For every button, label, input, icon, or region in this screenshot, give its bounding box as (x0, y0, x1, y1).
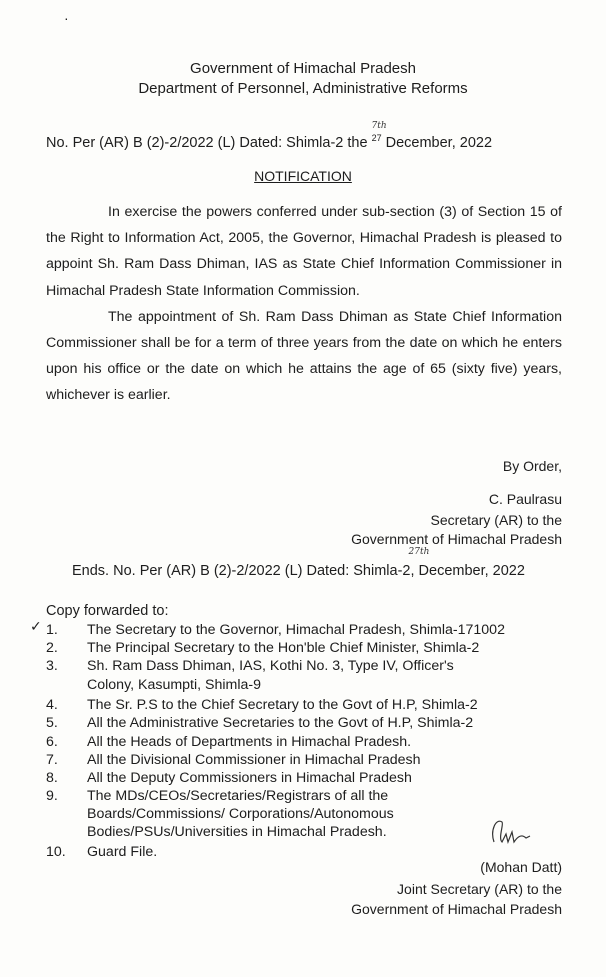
reference-number: No. Per (AR) B (2)-2/2022 (L) Dated: Shimla-2 the (46, 134, 368, 151)
list-item: 7. All the Divisional Commissioner in Himachal Pradesh (46, 752, 421, 768)
header-government: Government of Himachal Pradesh (190, 60, 416, 77)
body-paragraph-2: The appointment of Sh. Ram Dass Dhiman as State Chief Information Commissioner shall be for a term of three years from the date on which he enters upon his office or the date on which he attains the age of 65 (sixty five) years, whichever is earlier. (46, 308, 562, 404)
notification-body (46, 199, 562, 409)
joint-secretary-designation: Joint Secretary (AR) to the (397, 881, 562, 897)
list-item: 3. Sh. Ram Dass Dhiman, IAS, Kothi No. 3, Type IV, Officer's (46, 658, 454, 674)
reference-line (46, 120, 493, 151)
handwritten-signature (486, 812, 536, 852)
list-item: 4. The Sr. P.S to the Chief Secretary to the Govt of H.P, Shimla-2 (46, 697, 478, 713)
list-item: 8. All the Deputy Commissioners in Himachal Pradesh (46, 770, 412, 786)
joint-secretary-office: Government of Himachal Pradesh (351, 901, 562, 917)
endorsement-month: December, 2022 (418, 563, 525, 579)
reference-day-handwritten: 7th (371, 120, 387, 131)
list-item: 10. Guard File. (46, 844, 158, 860)
list-item: 9. The MDs/CEOs/Secretaries/Registrars of all the (46, 788, 389, 804)
list-item-continued: Bodies/PSUs/Universities in Himachal Pradesh. (87, 824, 387, 840)
list-item: 6. All the Heads of Departments in Himachal Pradesh. (46, 734, 412, 750)
signatory-office: Government of Himachal Pradesh (351, 531, 562, 547)
list-item: 1. The Secretary to the Governor, Himachal Pradesh, Shimla-171002 (46, 622, 505, 638)
list-item: 2. The Principal Secretary to the Hon'ble Chief Minister, Shimla-2 (46, 640, 480, 656)
speck-mark: · (64, 10, 69, 26)
body-paragraph-1: In exercise the powers conferred under sub-section (3) of Section 15 of the Right to Information Act, 2005, the Governor, Himachal Pradesh is pleased to appoint Sh. Ram Dass Dhiman, IAS as State Chief Information Commissioner in Himachal Pradesh State Information Commission. (46, 204, 562, 299)
list-item: 5. All the Administrative Secretaries to the Govt of H.P, Shimla-2 (46, 715, 474, 731)
check-mark-icon: ✓ (30, 618, 42, 634)
copy-forwarded-heading: Copy forwarded to: (46, 603, 169, 619)
joint-secretary-name: (Mohan Datt) (480, 859, 562, 875)
list-item-continued: Colony, Kasumpti, Shimla-9 (87, 677, 261, 693)
endorsement-line (72, 547, 525, 579)
notification-title: NOTIFICATION (254, 168, 352, 184)
list-item-continued: Boards/Commissions/ Corporations/Autonomous (87, 806, 394, 822)
endorsement-day-handwritten: 27th (408, 547, 430, 557)
reference-month: December, 2022 (385, 134, 493, 151)
by-order: By Order, (502, 458, 562, 474)
reference-day: 27 (371, 133, 382, 143)
header-department: Department of Personnel, Administrative Reforms (138, 80, 468, 97)
signatory-designation: Secretary (AR) to the (430, 512, 562, 528)
endorsement-number: Ends. No. Per (AR) B (2)-2/2022 (L) Dated: Shimla-2, (72, 563, 415, 579)
signatory-name: C. Paulrasu (488, 491, 562, 507)
